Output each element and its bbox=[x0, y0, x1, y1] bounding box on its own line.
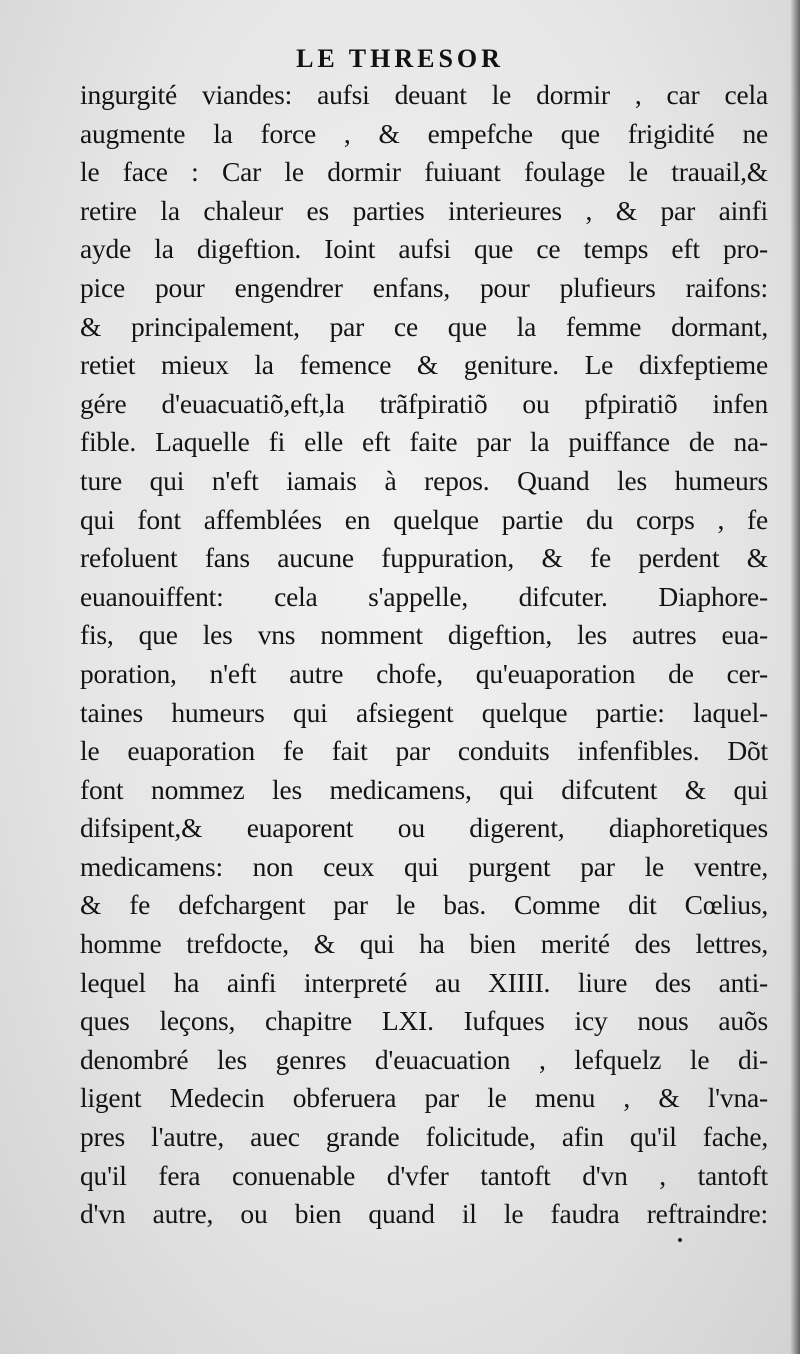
text-line: taines humeurs qui afsiegent quelque partie: laquel- bbox=[80, 696, 768, 728]
text-line: pres l'autre, auec grande folicitude, afin qu'il fache, bbox=[80, 1121, 768, 1153]
text-line: le euaporation fe fait par conduits infenfibles. Dõt bbox=[80, 735, 768, 767]
text-line: ayde la digeftion. Ioint aufsi que ce temps eft pro- bbox=[80, 233, 768, 265]
text-line: & fe defchargent par le bas. Comme dit Cœlius, bbox=[80, 889, 768, 921]
text-line: poration, n'eft autre chofe, qu'euaporation de cer- bbox=[80, 657, 768, 689]
text-line: difsipent,& euaporent ou digerent, diaphoretiques bbox=[80, 812, 768, 844]
text-line: retiet mieux la femence & geniture. Le dixfeptieme bbox=[80, 349, 768, 381]
text-line: font nommez les medicamens, qui difcutent & qui bbox=[80, 773, 768, 805]
text-line: qui font affemblées en quelque partie du corps , fe bbox=[80, 503, 768, 535]
text-line: augmente la force , & empefche que frigidité ne bbox=[80, 117, 768, 149]
text-line: retire la chaleur es parties interieures , & par ainfi bbox=[80, 194, 768, 226]
text-line: d'vn autre, ou bien quand il le faudra reftraindre: bbox=[80, 1198, 768, 1230]
text-line: ture qui n'eft iamais à repos. Quand les humeurs bbox=[80, 464, 768, 496]
running-header: LE THRESOR bbox=[296, 44, 504, 73]
ink-mark bbox=[678, 1238, 682, 1242]
text-line: ingurgité viandes: aufsi deuant le dormir , car cela bbox=[80, 79, 768, 110]
text-block bbox=[80, 76, 768, 1234]
text-line: refoluent fans aucune fuppuration, & fe perdent & bbox=[80, 542, 768, 574]
text-line: ques leçons, chapitre LXI. Iufques icy nous auõs bbox=[80, 1005, 768, 1037]
text-line: ligent Medecin obferuera par le menu , & l'vna- bbox=[80, 1082, 768, 1114]
text-line: lequel ha ainfi interpreté au XIIII. liure des anti- bbox=[80, 966, 768, 998]
text-line: le face : Car le dormir fuiuant foulage le trauail,& bbox=[80, 156, 768, 188]
text-line: fible. Laquelle fi elle eft faite par la puiffance de na- bbox=[80, 426, 768, 458]
text-line: euanouiffent: cela s'appelle, difcuter. Diaphore- bbox=[80, 580, 768, 612]
text-line: & principalement, par ce que la femme dormant, bbox=[80, 310, 768, 342]
text-line: denombré les genres d'euacuation , lefquelz le di- bbox=[80, 1043, 768, 1075]
text-line: qu'il fera conuenable d'vfer tantoft d'vn , tantoft bbox=[80, 1159, 768, 1191]
text-line: homme trefdocte, & qui ha bien merité des lettres, bbox=[80, 928, 768, 960]
text-line: fis, que les vns nomment digeftion, les autres eua- bbox=[80, 619, 768, 651]
text-line: gére d'euacuatiõ,eft,la trãfpiratiõ ou pfpiratiõ infen bbox=[80, 387, 768, 419]
text-line: medicamens: non ceux qui purgent par le ventre, bbox=[80, 850, 768, 882]
text-line: pice pour engendrer enfans, pour plufieurs raifons: bbox=[80, 271, 768, 303]
